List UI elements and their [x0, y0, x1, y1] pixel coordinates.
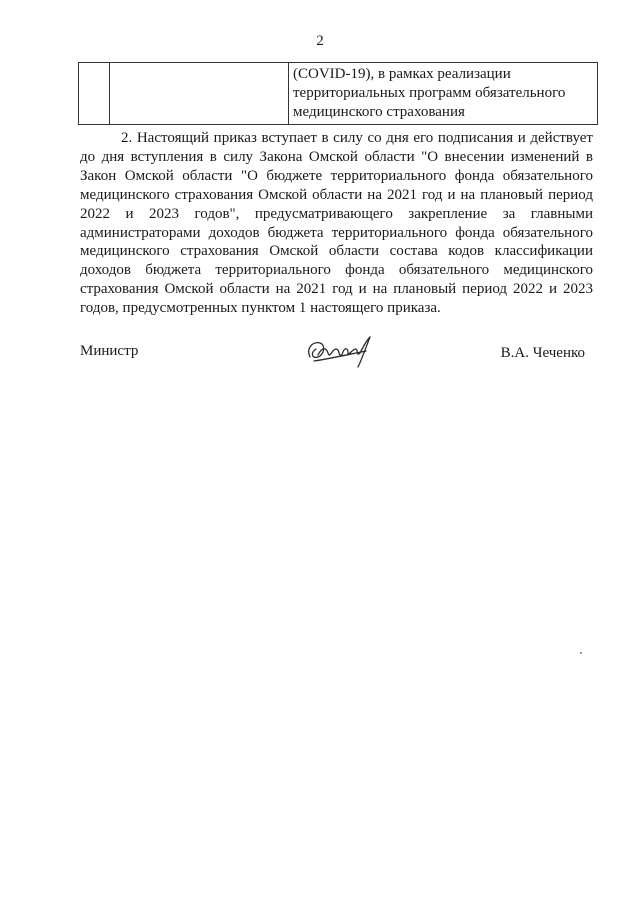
table-cell-description — [289, 63, 598, 125]
signatory-name: В.А. Чеченко — [500, 345, 585, 361]
description-line: территориальных программ обязательного — [293, 85, 566, 101]
page-number: 2 — [316, 33, 324, 49]
table-cell-number — [79, 63, 110, 125]
continuation-table — [78, 62, 598, 125]
signature-block — [80, 335, 593, 375]
scan-speck — [580, 652, 582, 654]
description-line: медицинского страхования — [293, 104, 465, 120]
signatory-title: Министр — [80, 343, 139, 359]
description-line: (COVID-19), в рамках реализации — [293, 66, 511, 82]
table-cell-code — [110, 63, 289, 125]
table-row — [79, 63, 598, 125]
order-paragraph-2: 2. Настоящий приказ вступает в силу со дня его подписания и действует до дня вступления в силу Закона Омской области "О внесении изменений в Закон Омской области "О бюджете территориального фонда обязательного медицинского страхования Омской области на 2021 год и на плановый период 2022 и 2023 годов", предусматривающего закрепление за главными администраторами доходов бюджета территориального фонда обязательного медицинского страхования Омской области состава кодов классификации доходов бюджета территориального фонда обязательного медицинского страхования Омской области на 2021 год и на плановый период 2022 и 2023 годов, предусмотренных пунктом 1 настоящего приказа. — [80, 130, 593, 317]
handwritten-signature-icon — [304, 335, 376, 369]
